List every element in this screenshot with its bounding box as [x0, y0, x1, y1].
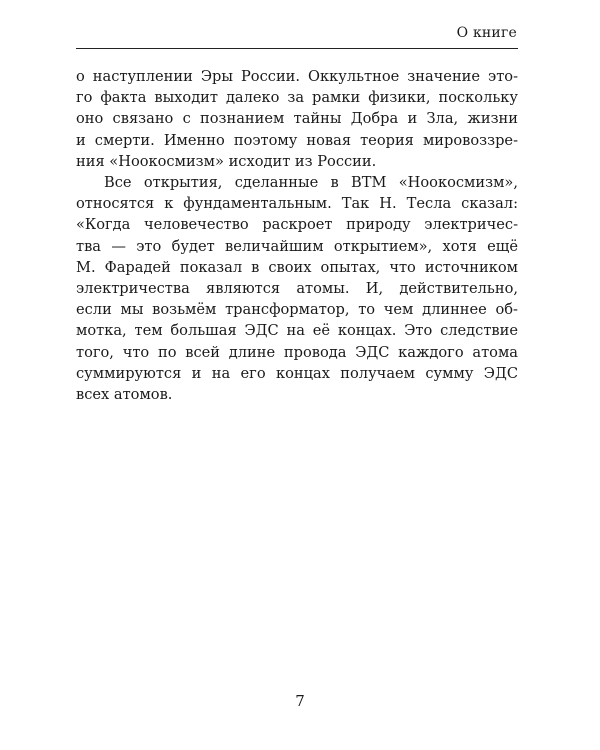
body-text [76, 66, 518, 405]
paragraph [76, 66, 518, 172]
paragraph [76, 172, 518, 405]
header-rule [76, 48, 518, 49]
text-line: электричества являются атомы. И, действительно, [76, 280, 518, 298]
text-line: о наступлении Эры России. Оккультное значение это- [76, 68, 518, 85]
text-line: М. Фарадей показал в своих опытах, что источником [76, 258, 518, 276]
text-line: оно связано с познанием тайны Добра и Зла, жизни [76, 110, 518, 128]
text-line: всех атомов. [76, 386, 173, 404]
text-line: тва — это будет величайшим открытием», хотя ещё [76, 237, 518, 255]
text-line: Все открытия, сделанные в ВТМ «Ноокосмизм», [104, 174, 518, 192]
text-line: того, что по всей длине провода ЭДС каждого атома [76, 343, 518, 361]
text-line: ния «Ноокосмизм» исходит из России. [76, 152, 377, 170]
text-line: относятся к фундаментальным. Так Н. Тесла сказал: [76, 195, 518, 213]
running-head: О книге [456, 25, 517, 41]
text-line: го факта выходит далеко за рамки физики, поскольку [76, 89, 518, 107]
text-line: суммируются и на его концах получаем сумму ЭДС [76, 364, 518, 382]
text-line: мотка, тем большая ЭДС на её концах. Это следствие [76, 322, 518, 340]
text-line: и смерти. Именно поэтому новая теория мировоззре- [76, 131, 518, 149]
page-number: 7 [295, 692, 305, 710]
text-line: «Когда человечество раскроет природу электричес- [76, 216, 518, 234]
text-line: если мы возьмём трансформатор, то чем длиннее об- [76, 301, 518, 319]
